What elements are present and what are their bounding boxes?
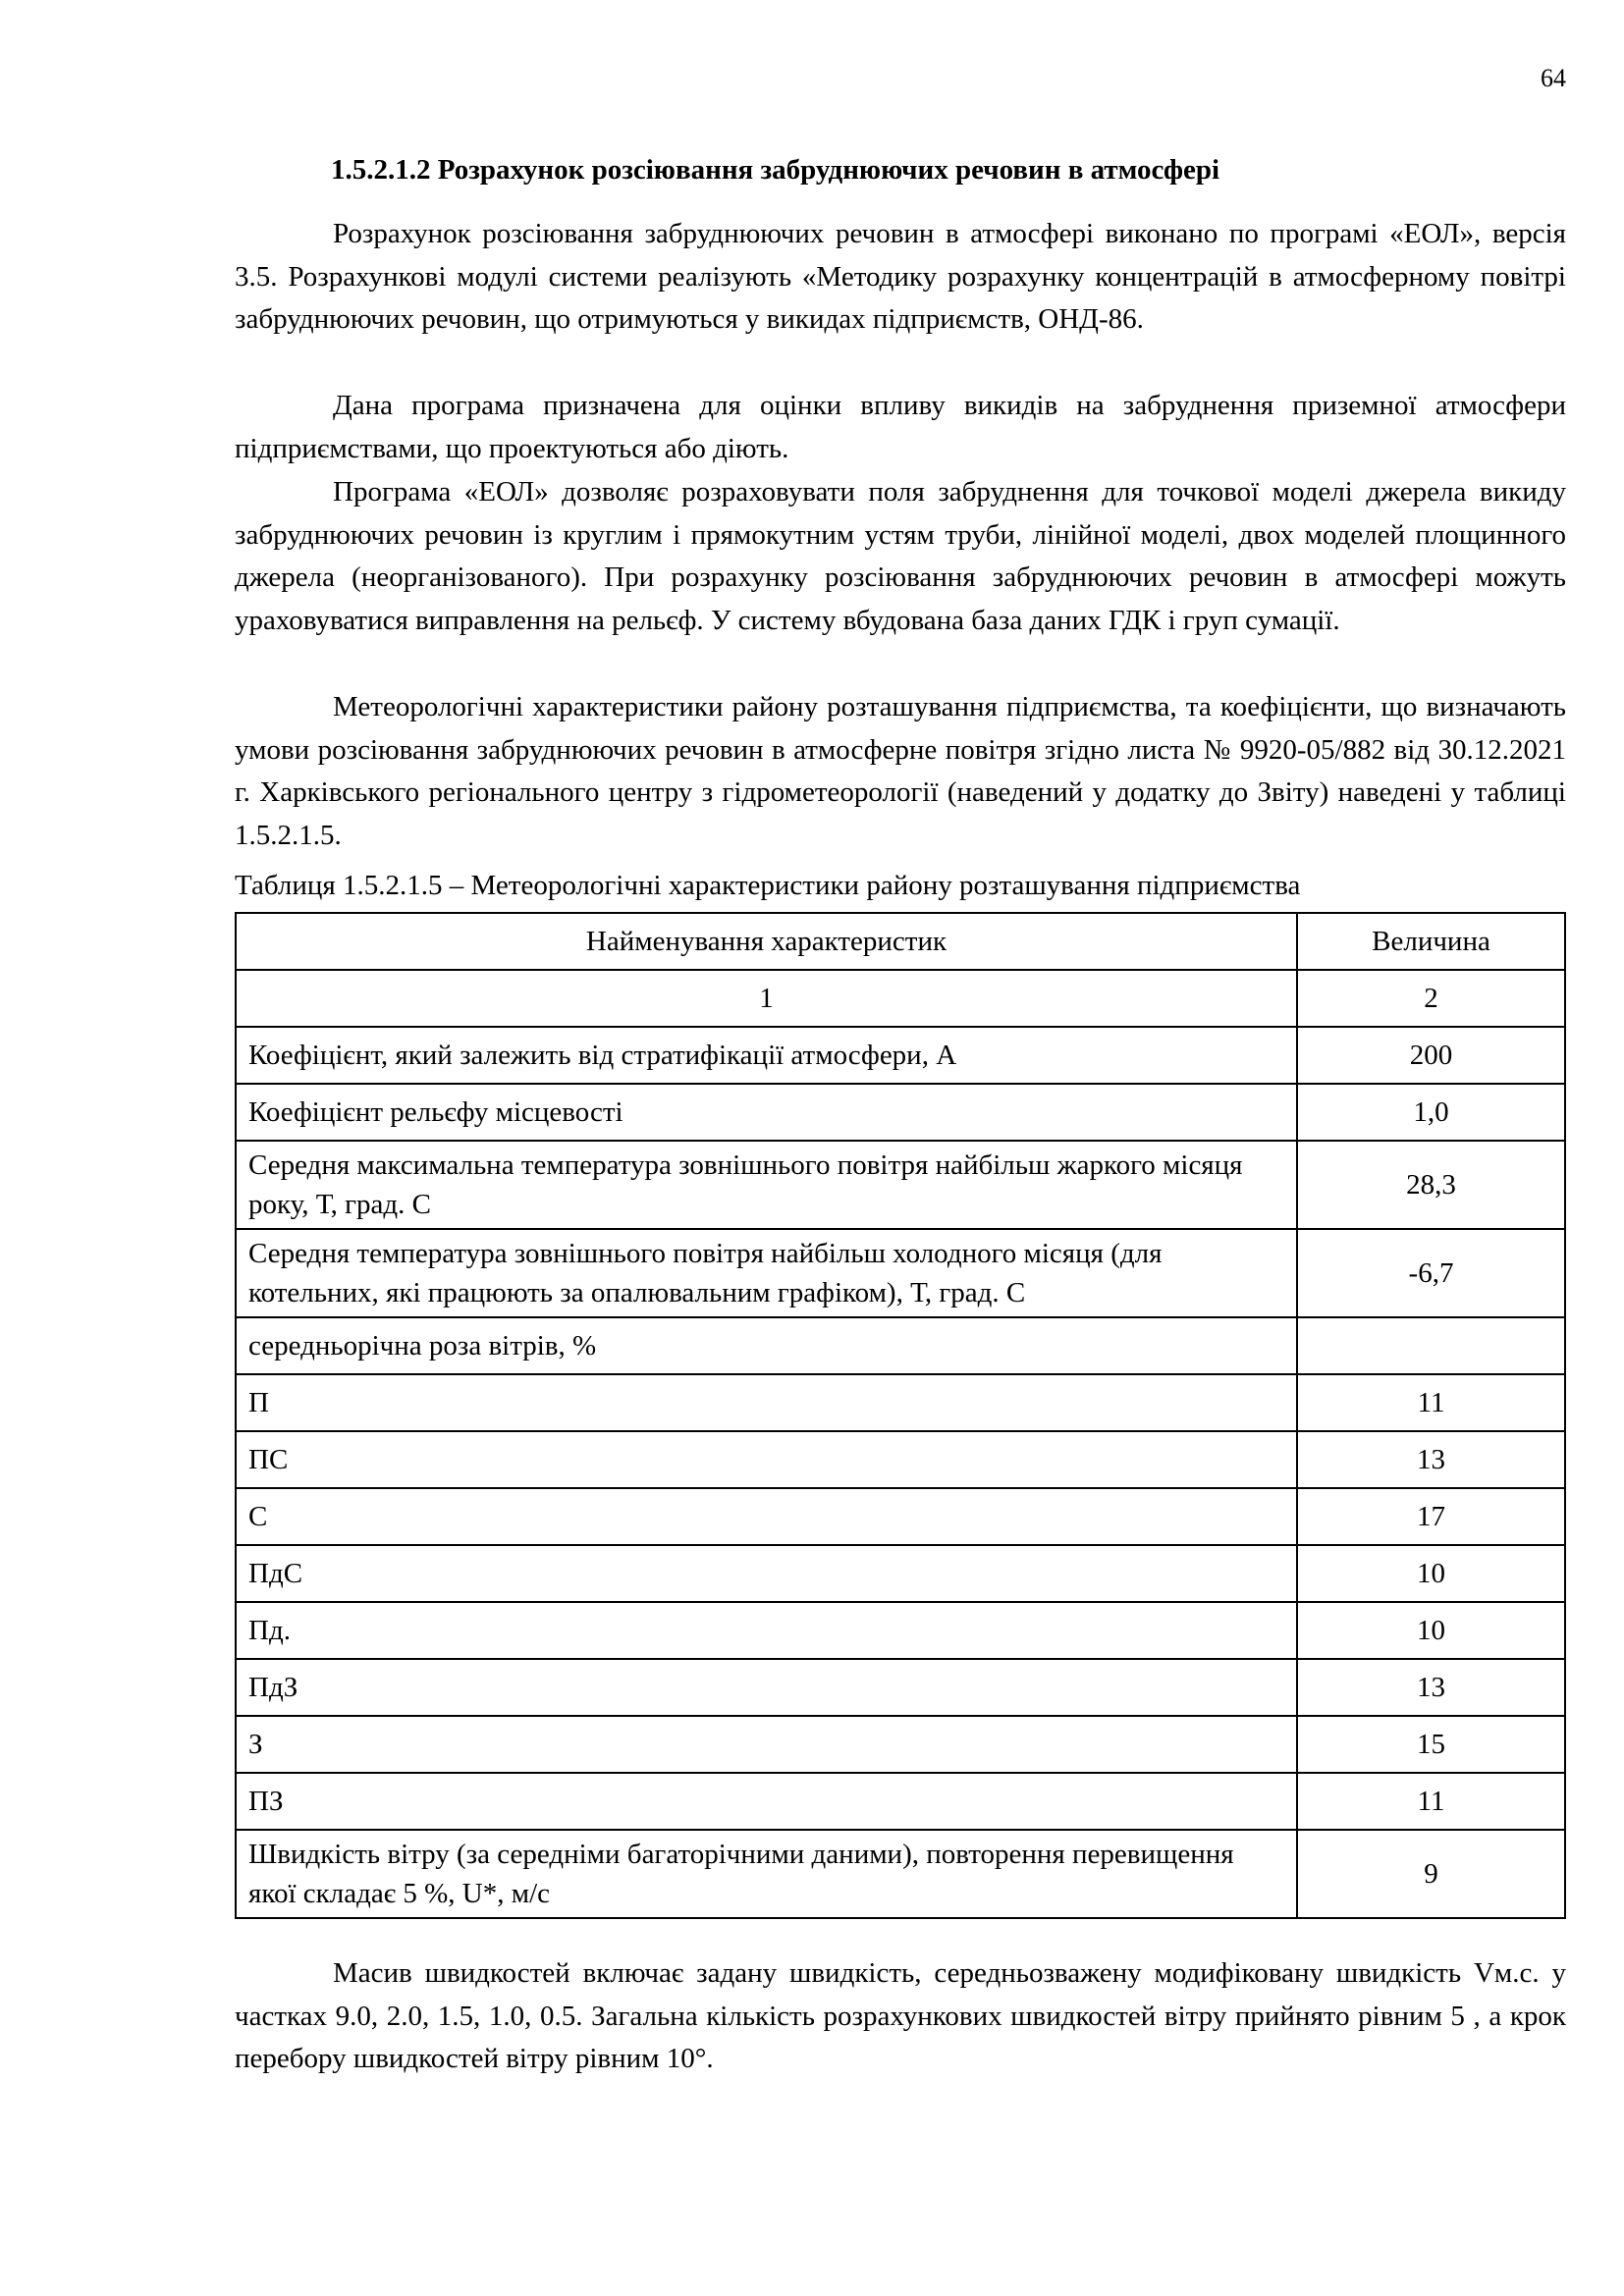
paragraph-1: Розрахунок розсіювання забруднюючих речовин в атмосфері виконано по програмі «ЕОЛ», версія 3.5. Розрахункові модулі системи реалізують «Методику розрахунку концентрацій в атмосферному повітрі забруднюючих речовин, що отримуються у викидах підприємств, ОНД-86. [235, 218, 1566, 336]
row-value: -6,7 [1297, 1229, 1565, 1317]
row-name: Середня температура зовнішнього повітря найбільш холодного місяця (для котельних, які працюють за опалювальним графіком), Т, град. С [236, 1229, 1297, 1317]
table-row [236, 1141, 1565, 1229]
row-value: 1,0 [1297, 1084, 1565, 1141]
row-name: Швидкість вітру (за середніми багаторічними даними), повторення перевищення якої складає 5 %, U*, м/с [236, 1830, 1297, 1918]
table-row [236, 1084, 1565, 1141]
column-number-2: 2 [1297, 970, 1565, 1027]
row-name: З [236, 1716, 1297, 1773]
table-header-row [236, 913, 1565, 970]
row-value: 10 [1297, 1602, 1565, 1659]
row-value: 11 [1297, 1374, 1565, 1431]
table-row [236, 1317, 1565, 1374]
row-name: ПС [236, 1431, 1297, 1488]
row-name: середньорічна роза вітрів, % [236, 1317, 1297, 1374]
row-value: 11 [1297, 1773, 1565, 1830]
row-name: ПдЗ [236, 1659, 1297, 1716]
table-row [236, 1602, 1565, 1659]
row-name: Коефіцієнт, який залежить від стратифікації атмосфери, А [236, 1027, 1297, 1084]
table-row [236, 1830, 1565, 1918]
row-value: 13 [1297, 1431, 1565, 1488]
row-value: 17 [1297, 1488, 1565, 1545]
row-value [1297, 1317, 1565, 1374]
table-row [236, 1659, 1565, 1716]
paragraph-3: Програма «ЕОЛ» дозволяє розраховувати поля забруднення для точкової моделі джерела викиду забруднюючих речовин із круглим і прямокутним устям труби, лінійної моделі, двох моделей площинного джерела (неорганізованого). При розрахунку розсіювання забруднюючих речовин в атмосфері можуть ураховуватися виправлення на рельєф. У систему вбудована база даних ГДК і груп сумації. [235, 476, 1566, 637]
row-value: 28,3 [1297, 1141, 1565, 1229]
row-value: 13 [1297, 1659, 1565, 1716]
table-row [236, 1773, 1565, 1830]
paragraph-4: Метеорологічні характеристики району розташування підприємства, та коефіцієнти, що визначають умови розсіювання забруднюючих речовин в атмосферне повітря згідно листа № 9920-05/882 від 30.12.2021 г. Харківського регіонального центру з гідрометеорології (наведений у додатку до Звіту) наведені у таблиці 1.5.2.1.5. [235, 691, 1566, 852]
row-name: Пд. [236, 1602, 1297, 1659]
table-row [236, 1716, 1565, 1773]
row-value: 200 [1297, 1027, 1565, 1084]
meteo-table [235, 912, 1566, 1919]
page-number: 64 [1541, 64, 1566, 92]
column-number-1: 1 [236, 970, 1297, 1027]
row-name: ПЗ [236, 1773, 1297, 1830]
table-row [236, 1027, 1565, 1084]
row-value: 15 [1297, 1716, 1565, 1773]
row-name: С [236, 1488, 1297, 1545]
row-name: Середня максимальна температура зовнішнього повітря найбільш жаркого місяця року, Т, град. С [236, 1141, 1297, 1229]
row-name: ПдС [236, 1545, 1297, 1602]
section-heading: 1.5.2.1.2 Розрахунок розсіювання забруднюючих речовин в атмосфері [331, 154, 1220, 186]
header-value: Величина [1297, 913, 1565, 970]
table-row [236, 1431, 1565, 1488]
row-value: 10 [1297, 1545, 1565, 1602]
row-value: 9 [1297, 1830, 1565, 1918]
table-row [236, 1545, 1565, 1602]
table-row [236, 1229, 1565, 1317]
row-name: Коефіцієнт рельєфу місцевості [236, 1084, 1297, 1141]
table-row [236, 1374, 1565, 1431]
row-name: П [236, 1374, 1297, 1431]
paragraph-2: Дана програма призначена для оцінки впливу викидів на забруднення приземної атмосфери підприємствами, що проектуються або діють. [235, 390, 1566, 464]
table-caption: Таблиця 1.5.2.1.5 – Метеорологічні характеристики району розташування підприємства [235, 870, 1301, 901]
table-row [236, 1488, 1565, 1545]
table-numbering-row [236, 970, 1565, 1027]
header-name: Найменування характеристик [236, 913, 1297, 970]
closing-paragraph: Масив швидкостей включає задану швидкість, середньозважену модифіковану швидкість Vм.с. у частках 9.0, 2.0, 1.5, 1.0, 0.5. Загальна кількість розрахункових швидкостей вітру прийнято рівним 5 , а крок перебору швидкостей вітру рівним 10°. [235, 1957, 1566, 2075]
